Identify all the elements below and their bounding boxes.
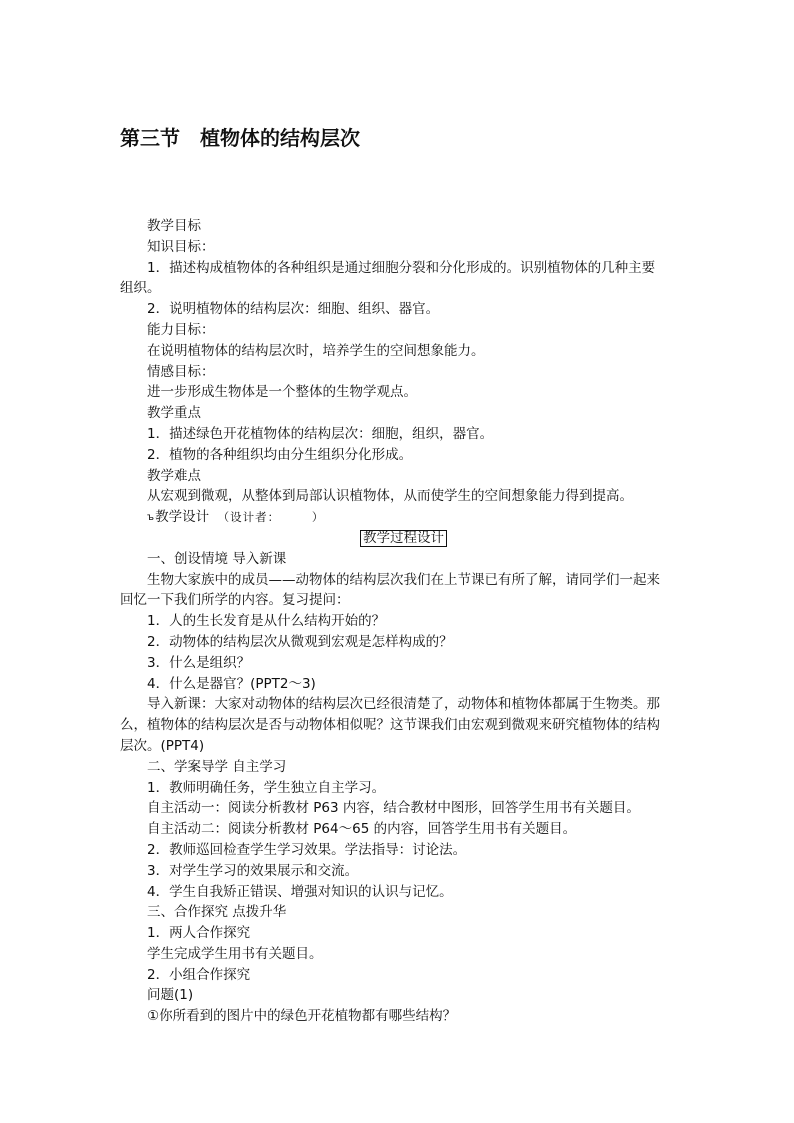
question-line: 1．人的生长发育是从什么结构开始的？ — [147, 613, 386, 630]
paragraph-line: 1．描述绿色开花植物体的结构层次：细胞，组织，器官。 — [147, 425, 494, 442]
heading-teaching-goals: 教学目标 — [147, 218, 201, 234]
section-heading-1: 一、创设情境 导入新课 — [147, 550, 287, 567]
paragraph-line: 回忆一下我们所学的内容。复习提问： — [120, 592, 350, 609]
paragraph-line: 2．植物的各种组织均由分生组织分化形成。 — [147, 446, 413, 463]
paragraph-line: 自主活动二：阅读分析教材 P64～65 的内容，回答学生用书有关题目。 — [147, 821, 577, 838]
question-line: 4．什么是器官？(PPT2～3) — [147, 675, 316, 692]
paragraph-line: 2．教师巡回检查学生学习效果。学法指导：讨论法。 — [147, 841, 467, 858]
page-title: 第三节 植物体的结构层次 — [120, 126, 360, 150]
paragraph-line: 从宏观到微观，从整体到局部认识植物体，从而使学生的空间想象能力得到提高。 — [147, 488, 633, 505]
paragraph-line: 问题(1) — [147, 987, 194, 1004]
paragraph-line: ①你所看到的图片中的绿色开花植物都有哪些结构？ — [147, 1008, 457, 1025]
paragraph-line: 组织。 — [120, 280, 161, 297]
boxed-heading-process: 教学过程设计 — [360, 530, 447, 547]
paragraph-line: 2．小组合作探究 — [147, 966, 251, 983]
document-body — [120, 216, 680, 1027]
heading-ability-goals: 能力目标： — [147, 321, 215, 338]
section-heading-3: 三、合作探究 点拨升华 — [147, 904, 287, 921]
designer-note: （设计者： ） — [217, 510, 325, 525]
paragraph-line: 么，植物体的结构层次是否与动物体相似呢？这节课我们由宏观到微观来研究植物体的结构 — [120, 717, 660, 734]
heading-teaching-design — [120, 507, 680, 528]
boxed-heading-row — [120, 528, 680, 549]
paragraph-line: 1．两人合作探究 — [147, 925, 251, 942]
paragraph-line: 进一步形成生物体是一个整体的生物学观点。 — [147, 384, 417, 401]
paragraph-line: 1．教师明确任务，学生独立自主学习。 — [147, 779, 386, 796]
heading-key-points: 教学重点 — [147, 405, 201, 422]
paragraph-mark: ъ — [147, 512, 155, 524]
question-line: 3．什么是组织？ — [147, 654, 251, 671]
paragraph-line: 在说明植物体的结构层次时，培养学生的空间想象能力。 — [147, 342, 485, 359]
paragraph-line: 自主活动一：阅读分析教材 P63 内容，结合教材中图形，回答学生用书有关题目。 — [147, 800, 640, 817]
paragraph-line: 2．说明植物体的结构层次：细胞、组织、器官。 — [147, 301, 440, 318]
paragraph-line: 1．描述构成植物体的各种组织是通过细胞分裂和分化形成的。识别植物体的几种主要 — [147, 259, 656, 276]
paragraph-line: 层次。(PPT4) — [120, 737, 205, 754]
heading-knowledge-goals: 知识目标： — [147, 238, 215, 255]
paragraph-line: 学生完成学生用书有关题目。 — [147, 945, 323, 962]
heading-difficulties: 教学难点 — [147, 467, 201, 484]
paragraph-line: 4．学生自我矫正错误、增强对知识的认识与记忆。 — [147, 883, 453, 900]
paragraph-line: 导入新课：大家对动物体的结构层次已经很清楚了，动物体和植物体都属于生物类。那 — [147, 696, 660, 713]
question-line: 2．动物体的结构层次从微观到宏观是怎样构成的？ — [147, 633, 453, 650]
heading-emotion-goals: 情感目标： — [147, 363, 215, 380]
section-heading-2: 二、学案导学 自主学习 — [147, 758, 287, 775]
paragraph-line: 3．对学生学习的效果展示和交流。 — [147, 862, 359, 879]
teaching-design-label: 教学设计 — [155, 509, 210, 526]
paragraph-line: 生物大家族中的成员——动物体的结构层次我们在上节课已有所了解，请同学们一起来 — [147, 571, 660, 588]
